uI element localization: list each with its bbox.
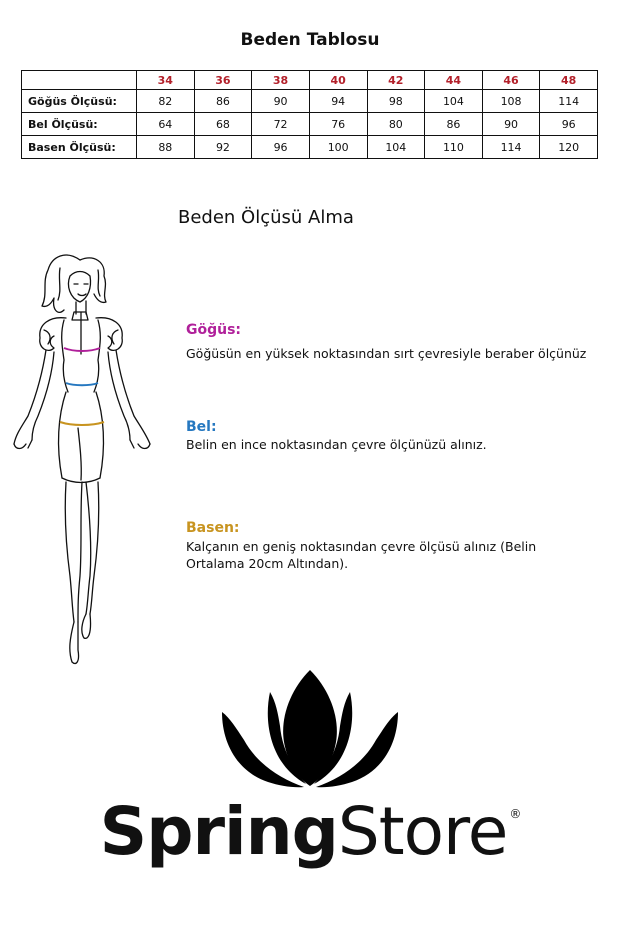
measure-heading: Beden Ölçüsü Alma [178,207,354,228]
size-header: 44 [425,71,483,90]
table-cell: 72 [252,113,310,136]
table-cell: 80 [367,113,425,136]
registered-mark: ® [509,807,521,821]
brand-logotype [0,793,620,870]
table-cell: 64 [137,113,195,136]
size-chart-title: Beden Tablosu [240,30,380,50]
hip-description: Kalçanın en geniş noktasından çevre ölçüsü alınız (Belin Ortalama 20cm Altından). [186,539,537,571]
size-header-row [22,71,598,90]
waist-description: Belin en ince noktasından çevre ölçünüzü alınız. [186,437,487,452]
row-label: Göğüs Ölçüsü: [22,90,137,113]
hip-title: Basen: [186,520,240,536]
size-header: 38 [252,71,310,90]
chest-title: Göğüs: [186,322,242,338]
table-cell: 104 [425,90,483,113]
table-cell: 120 [540,136,598,159]
size-header: 34 [137,71,195,90]
size-header: 40 [309,71,367,90]
table-cell: 98 [367,90,425,113]
table-cell: 76 [309,113,367,136]
table-row [22,136,598,159]
table-row [22,90,598,113]
waist-title: Bel: [186,419,217,435]
table-row [22,113,598,136]
table-cell: 108 [482,90,540,113]
brand-name-part2: Store [337,793,508,870]
table-cell: 90 [252,90,310,113]
table-cell: 110 [425,136,483,159]
table-cell: 96 [540,113,598,136]
table-cell: 68 [194,113,252,136]
table-cell: 114 [482,136,540,159]
table-cell: 82 [137,90,195,113]
table-cell: 94 [309,90,367,113]
size-header: 46 [482,71,540,90]
row-label: Bel Ölçüsü: [22,113,137,136]
size-header: 48 [540,71,598,90]
corner-cell [22,71,137,90]
table-cell: 86 [425,113,483,136]
waist-measure-line [66,383,98,385]
table-cell: 114 [540,90,598,113]
lotus-logo-icon [218,668,402,790]
table-cell: 90 [482,113,540,136]
hip-measure-line [60,422,104,425]
table-cell: 104 [367,136,425,159]
chest-description: Göğüsün en yüksek noktasından sırt çevresiyle beraber ölçünüz [186,346,587,361]
chest-measure-line [64,348,100,351]
size-header: 36 [194,71,252,90]
table-cell: 100 [309,136,367,159]
table-cell: 96 [252,136,310,159]
body-figure-illustration [8,246,168,676]
brand-name-part1: Spring [99,793,338,870]
table-cell: 88 [137,136,195,159]
table-cell: 86 [194,90,252,113]
table-cell: 92 [194,136,252,159]
size-table [21,70,598,159]
size-header: 42 [367,71,425,90]
row-label: Basen Ölçüsü: [22,136,137,159]
